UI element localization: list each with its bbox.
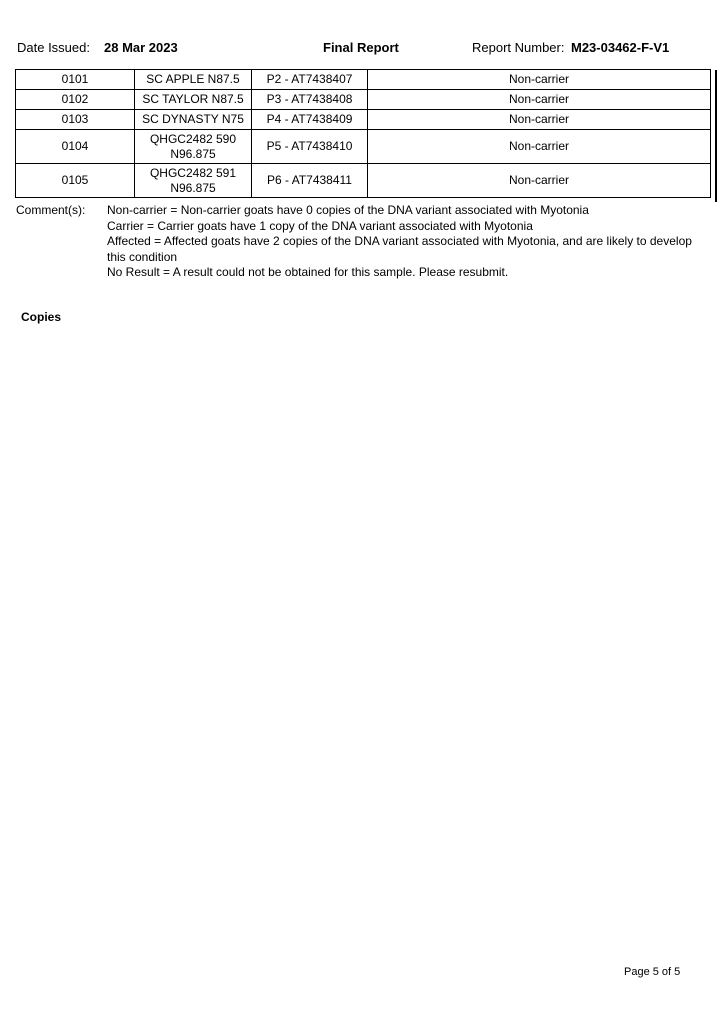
- report-status: Final Report: [323, 40, 399, 55]
- result-cell: Non-carrier: [368, 110, 711, 130]
- result-cell: Non-carrier: [368, 130, 711, 164]
- animal-name-cell: SC DYNASTY N75: [135, 110, 252, 130]
- sample-id-cell: 0105: [16, 164, 135, 198]
- animal-name-line: N96.875: [170, 146, 216, 161]
- table-row: [16, 110, 711, 130]
- copies-heading: Copies: [21, 310, 62, 324]
- result-cell: Non-carrier: [368, 90, 711, 110]
- comment-line: Non-carrier = Non-carrier goats have 0 copies of the DNA variant associated with Myotonia: [107, 203, 589, 217]
- result-cell: Non-carrier: [368, 164, 711, 198]
- page-edge-rule: [715, 70, 717, 202]
- comment-line: No Result = A result could not be obtained for this sample. Please resubmit.: [107, 265, 509, 279]
- comments-body: [107, 203, 707, 281]
- sample-id-cell: 0102: [16, 90, 135, 110]
- sample-id-cell: 0104: [16, 130, 135, 164]
- table-row: [16, 90, 711, 110]
- sample-number-cell: P2 - AT7438407: [252, 70, 368, 90]
- page-number: Page 5 of 5: [624, 966, 681, 978]
- result-cell: Non-carrier: [368, 70, 711, 90]
- sample-id-cell: 0101: [16, 70, 135, 90]
- report-number-value: M23-03462-F-V1: [571, 40, 670, 55]
- animal-name-line: QHGC2482 591: [149, 165, 237, 180]
- animal-name-cell: SC APPLE N87.5: [135, 70, 252, 90]
- table-row: [16, 130, 711, 164]
- animal-name-cell: [135, 130, 252, 164]
- sample-number-cell: P3 - AT7438408: [252, 90, 368, 110]
- animal-name-line: N96.875: [170, 180, 216, 195]
- comment-line: Carrier = Carrier goats have 1 copy of the DNA variant associated with Myotonia: [107, 218, 533, 233]
- animal-name-line: QHGC2482 590: [149, 131, 237, 146]
- date-issued-label: Date Issued:: [17, 40, 90, 55]
- sample-number-cell: P4 - AT7438409: [252, 110, 368, 130]
- sample-id-cell: 0103: [16, 110, 135, 130]
- comments-label: Comment(s):: [16, 203, 86, 217]
- comment-line: Affected = Affected goats have 2 copies of the DNA variant associated with Myotonia, and are likely to develop this condition: [107, 234, 692, 264]
- table-row: [16, 70, 711, 90]
- results-table: [15, 69, 711, 198]
- report-number-label: Report Number:: [472, 40, 565, 55]
- animal-name-cell: SC TAYLOR N87.5: [135, 90, 252, 110]
- report-header: [17, 40, 707, 56]
- date-issued-value: 28 Mar 2023: [104, 40, 178, 55]
- sample-number-cell: P6 - AT7438411: [252, 164, 368, 198]
- sample-number-cell: P5 - AT7438410: [252, 130, 368, 164]
- animal-name-cell: [135, 164, 252, 198]
- table-row: [16, 164, 711, 198]
